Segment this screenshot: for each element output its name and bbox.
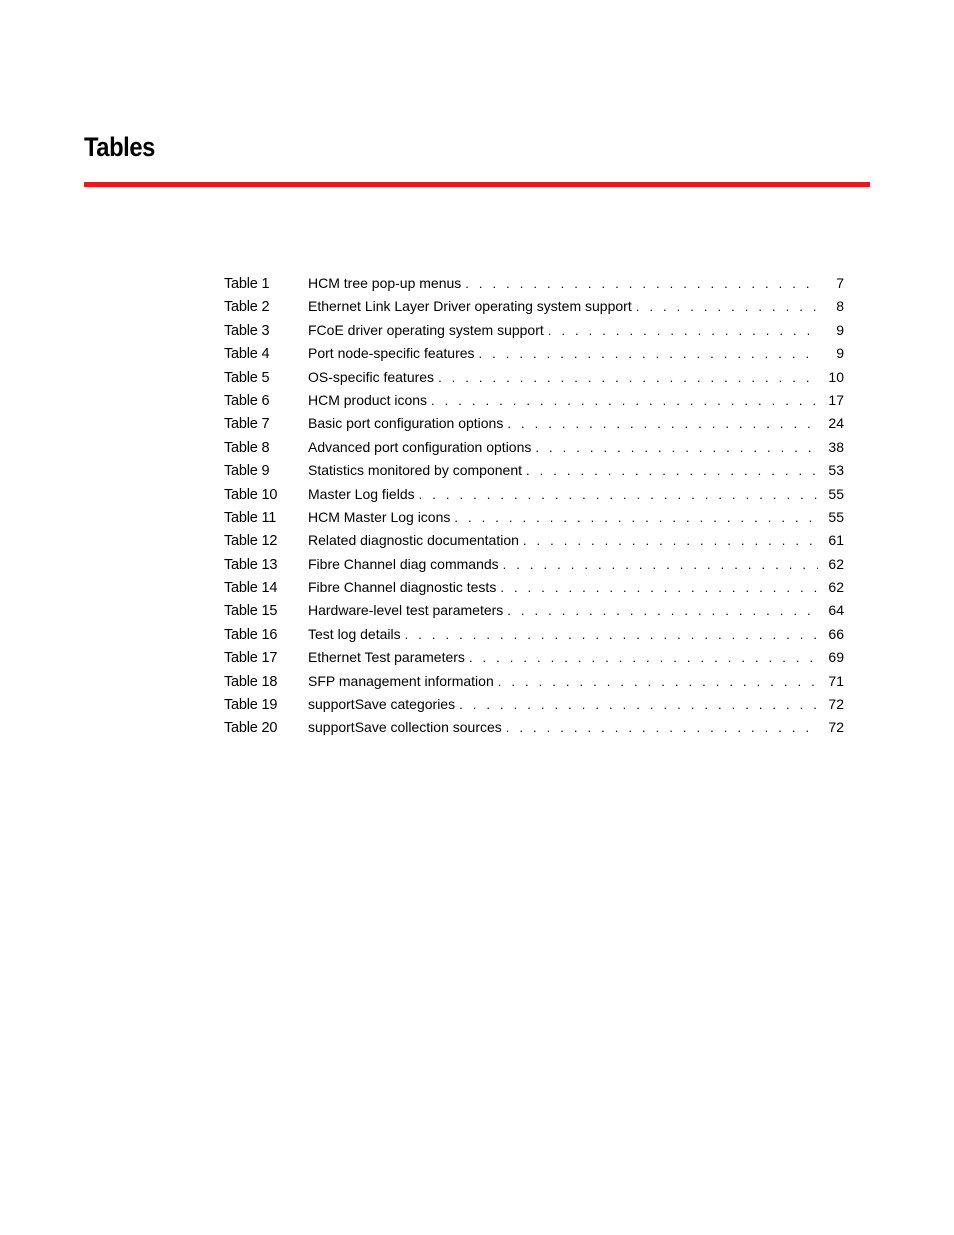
toc-entry-page: 17	[828, 391, 844, 408]
toc-entry-label: Table 19	[224, 697, 278, 714]
toc-entry[interactable]	[224, 295, 844, 318]
toc-entry-title: Related diagnostic documentation	[308, 532, 519, 549]
toc-entry-page: 9	[836, 321, 844, 338]
toc-entry[interactable]	[224, 599, 844, 622]
dot-leader	[479, 342, 818, 365]
toc-entry-title: supportSave categories	[308, 696, 456, 713]
page-title: Tables	[84, 132, 155, 162]
toc-entry[interactable]	[224, 319, 844, 342]
toc-entry-label: Table 14	[224, 580, 278, 597]
toc-entry-page: 69	[828, 649, 844, 666]
toc-entry-page: 71	[828, 672, 844, 689]
dot-leader	[523, 529, 818, 552]
toc-entry[interactable]	[224, 412, 844, 435]
toc-entry-title: Ethernet Test parameters	[308, 649, 465, 666]
dot-leader	[548, 319, 818, 342]
dot-leader	[526, 459, 818, 482]
toc-entry[interactable]	[224, 483, 844, 506]
toc-entry-title: Test log details	[308, 625, 401, 642]
dot-leader	[507, 599, 818, 622]
toc-entry-label: Table 7	[224, 416, 270, 433]
toc-entry-page: 10	[828, 368, 844, 385]
toc-entry-label: Table 8	[224, 439, 270, 456]
dot-leader	[535, 436, 818, 459]
toc-entry-label: Table 16	[224, 626, 278, 643]
toc-entry-page: 72	[828, 696, 844, 713]
toc-entry-title: Statistics monitored by component	[308, 462, 522, 479]
toc-entry-page: 61	[828, 532, 844, 549]
toc-entry-title: OS-specific features	[308, 368, 435, 385]
toc-entry-title: HCM tree pop-up menus	[308, 275, 462, 291]
toc-entry-page: 62	[828, 579, 844, 596]
toc-entry[interactable]	[224, 670, 844, 693]
toc-entry-page: 62	[828, 555, 844, 572]
toc-entry-title: Ethernet Link Layer Driver operating system support	[308, 298, 632, 315]
toc-entry-title: supportSave collection sources	[308, 719, 502, 736]
toc-entry-page: 9	[836, 345, 844, 362]
toc-entry-page: 55	[828, 485, 844, 502]
toc-entry[interactable]	[224, 693, 844, 716]
toc-entry-page: 55	[828, 508, 844, 525]
toc-entry-label: Table 10	[224, 486, 278, 503]
dot-leader	[459, 693, 818, 716]
toc-entry[interactable]	[224, 366, 844, 389]
toc-entry-title: Master Log fields	[308, 485, 415, 502]
toc-entry-label: Table 9	[224, 463, 270, 480]
toc-entry-title: Hardware-level test parameters	[308, 602, 504, 619]
toc-entry-title: HCM Master Log icons	[308, 508, 451, 525]
toc-entry-title: Advanced port configuration options	[308, 438, 532, 455]
toc-entry-page: 72	[828, 719, 844, 736]
dot-leader	[507, 412, 818, 435]
toc-entry-page: 64	[828, 602, 844, 619]
toc-entry[interactable]	[224, 389, 844, 412]
dot-leader	[431, 389, 818, 412]
toc-entry-label: Table 12	[224, 533, 278, 550]
dot-leader	[454, 506, 818, 529]
toc-entry-page: 38	[828, 438, 844, 455]
toc-entry-page: 53	[828, 462, 844, 479]
toc-entry-title: Basic port configuration options	[308, 415, 504, 432]
toc-entry-title: Port node-specific features	[308, 345, 475, 362]
toc-entry[interactable]	[224, 529, 844, 552]
toc-entry-label: Table 6	[224, 392, 270, 409]
toc-entry[interactable]	[224, 646, 844, 669]
toc-entry-label: Table 3	[224, 322, 270, 339]
toc-entry-title: SFP management information	[308, 672, 494, 689]
dot-leader	[438, 366, 818, 389]
dot-leader	[506, 716, 818, 739]
dot-leader	[498, 670, 818, 693]
toc-entry-label: Table 11	[224, 509, 277, 526]
table-of-tables	[224, 272, 844, 740]
toc-entry[interactable]	[224, 623, 844, 646]
toc-entry-label: Table 18	[224, 673, 278, 690]
toc-entry-label: Table 15	[224, 603, 278, 620]
toc-entry[interactable]	[224, 436, 844, 459]
toc-entry-label: Table 4	[224, 346, 270, 363]
dot-leader	[503, 553, 818, 576]
toc-entry[interactable]	[224, 553, 844, 576]
title-rule	[84, 182, 870, 187]
toc-entry-title: Fibre Channel diag commands	[308, 555, 499, 572]
dot-leader	[500, 576, 818, 599]
toc-entry-page: 8	[836, 298, 844, 315]
dot-leader	[469, 646, 818, 669]
toc-entry-page: 24	[828, 415, 844, 432]
toc-entry-page: 66	[828, 625, 844, 642]
toc-entry-title: Fibre Channel diagnostic tests	[308, 579, 497, 596]
toc-entry[interactable]	[224, 716, 844, 739]
dot-leader	[465, 272, 818, 295]
toc-entry-label: Table 5	[224, 369, 270, 386]
toc-entry-title: FCoE driver operating system support	[308, 321, 544, 338]
toc-entry[interactable]	[224, 459, 844, 482]
dot-leader	[419, 483, 818, 506]
toc-entry[interactable]	[224, 272, 844, 295]
toc-entry-page: 7	[836, 275, 844, 291]
toc-entry[interactable]	[224, 506, 844, 529]
toc-entry[interactable]	[224, 576, 844, 599]
toc-entry-label: Table 20	[224, 720, 278, 737]
toc-entry-title: HCM product icons	[308, 391, 428, 408]
dot-leader	[636, 295, 818, 318]
toc-entry-label: Table 1	[224, 276, 270, 292]
toc-entry-label: Table 17	[224, 650, 278, 667]
toc-entry-label: Table 13	[224, 556, 278, 573]
dot-leader	[405, 623, 818, 646]
toc-entry[interactable]	[224, 342, 844, 365]
toc-entry-label: Table 2	[224, 299, 270, 316]
